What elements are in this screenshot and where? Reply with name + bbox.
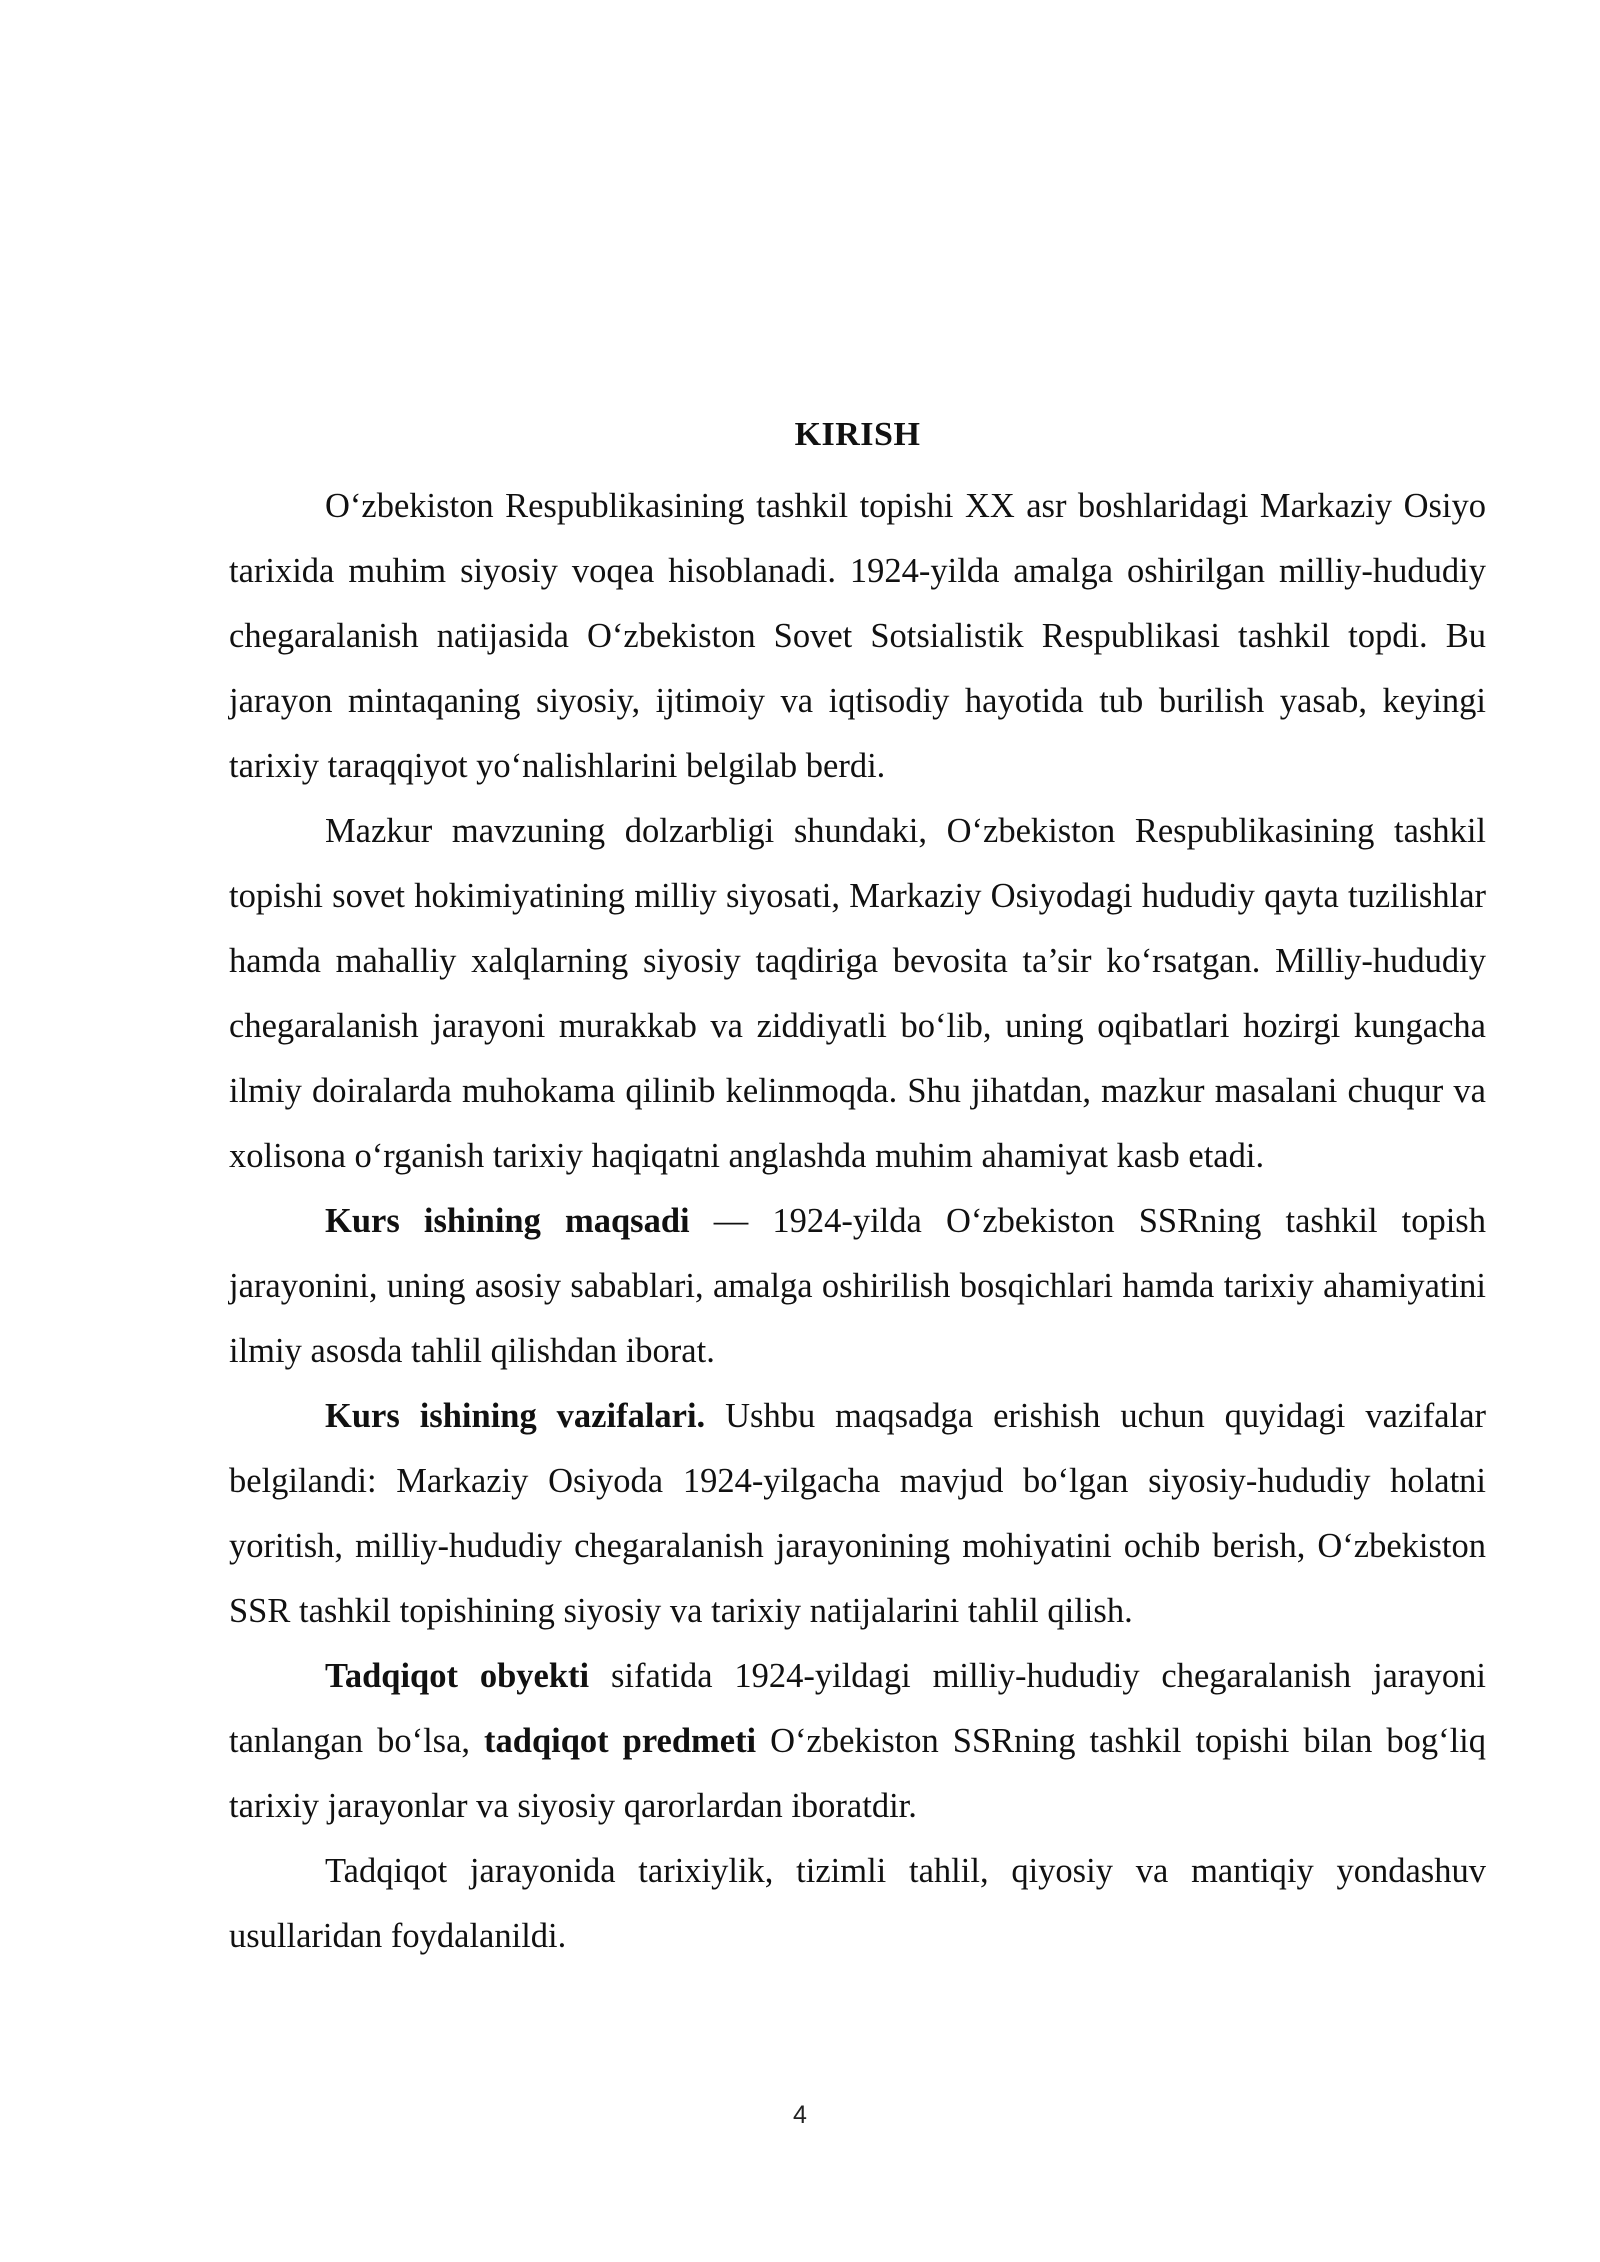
paragraph-object-subject (229, 1644, 1486, 1839)
page-content (229, 410, 1486, 1969)
paragraph-text: — 1924-yilda O‘zbekiston SSRning tashkil topish jarayonini, uning asosiy sabablari, amalga oshirilish bosqichlari hamda tarixiy ahamiyatini ilmiy asosda tahlil qilishdan iborat. (229, 1202, 1486, 1370)
paragraph-methods (229, 1839, 1486, 1969)
page-number: 4 (793, 2101, 807, 2129)
paragraph-goal (229, 1189, 1486, 1384)
paragraph-text: Mazkur mavzuning dolzarbligi shundaki, O‘zbekiston Respublikasining tashkil topishi sovet hokimiyatining milliy siyosati, Markaziy Osiyodagi hududiy qayta tuzilishlar hamda mahalliy xalqlarning siyosiy taqdiriga bevosita ta’sir ko‘rsatgan. Milliy-hududiy chegaralanish jarayoni murakkab va ziddiyatli bo‘lib, uning oqibatlari hozirgi kungacha ilmiy doiralarda muhokama qilinib kelinmoqda. Shu jihatdan, mazkur masalani chuqur va xolisona o‘rganish tarixiy haqiqatni anglashda muhim ahamiyat kasb etadi. (229, 812, 1486, 1175)
paragraph-text: sifatida 1924-yildagi milliy-hududiy chegaralanish jarayoni tanlangan bo‘lsa, (229, 1657, 1486, 1760)
bold-term: tadqiqot predmeti (484, 1722, 757, 1760)
bold-lead: Kurs ishining vazifalari. (325, 1397, 706, 1435)
paragraph-intro (229, 474, 1486, 799)
paragraph-tasks (229, 1384, 1486, 1644)
bold-lead: Kurs ishining maqsadi (325, 1202, 690, 1240)
paragraph-text: O‘zbekiston SSRning tashkil topishi bilan bog‘liq tarixiy jarayonlar va siyosiy qarorlardan iboratdir. (229, 1722, 1486, 1825)
section-heading: KIRISH (794, 416, 921, 453)
paragraph-text: Ushbu maqsadga erishish uchun quyidagi vazifalar belgilandi: Markaziy Osiyoda 1924-yilgacha mavjud bo‘lgan siyosiy-hududiy holatni yoritish, milliy-hududiy chegaralanish jarayonining mohiyatini ochib berish, O‘zbekiston SSR tashkil topishining siyosiy va tarixiy natijalarini tahlil qilish. (229, 1397, 1486, 1630)
paragraph-text: Tadqiqot jarayonida tarixiylik, tizimli tahlil, qiyosiy va mantiqiy yondashuv usullaridan foydalanildi. (229, 1852, 1486, 1955)
bold-lead: Tadqiqot obyekti (325, 1657, 590, 1695)
paragraph-relevance (229, 799, 1486, 1189)
paragraph-text: O‘zbekiston Respublikasining tashkil topishi XX asr boshlaridagi Markaziy Osiyo tarixida muhim siyosiy voqea hisoblanadi. 1924-yilda amalga oshirilgan milliy-hududiy chegaralanish natijasida O‘zbekiston Sovet Sotsialistik Respublikasi tashkil topdi. Bu jarayon mintaqaning siyosiy, ijtimoiy va iqtisodiy hayotida tub burilish yasab, keyingi tarixiy taraqqiyot yo‘nalishlarini belgilab berdi. (229, 487, 1486, 785)
